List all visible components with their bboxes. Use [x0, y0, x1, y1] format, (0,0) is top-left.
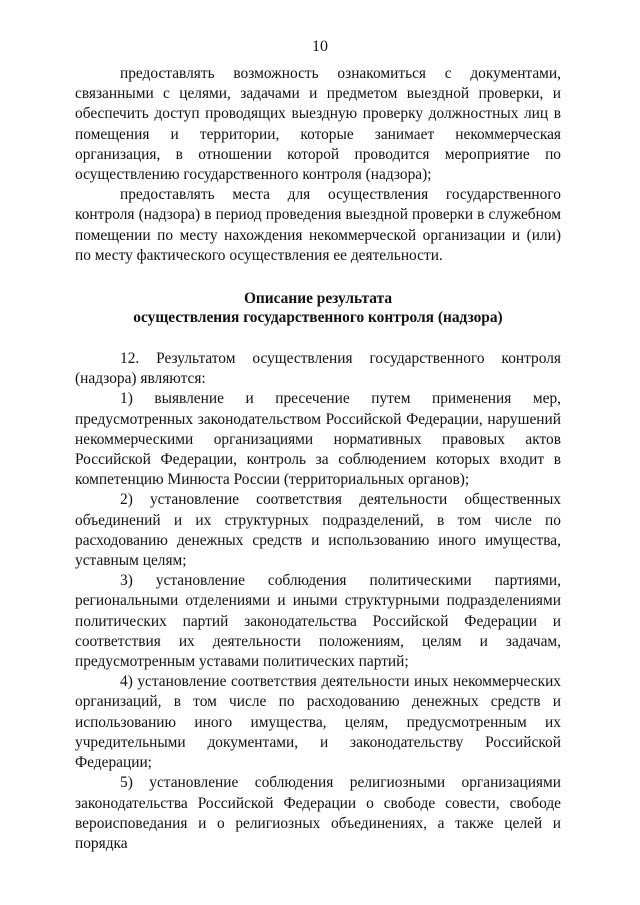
page-number: 10 — [312, 38, 328, 55]
paragraph-subitem-5: 5) установление соблюдения религиозными организациями законодательства Российской Федерации о свободе совести, свободе вероисповедания и о религиозных объединениях, а также целей и порядка — [75, 774, 561, 852]
paragraph-subitem-2: 2) установление соответствия деятельности общественных объединений и их структурных подразделений, в том числе по расходованию денежных средств и использованию иного имущества, уставным целям; — [75, 491, 561, 570]
paragraph-subitem-3: 3) установление соблюдения политическими партиями, региональными отделениями и иными структурными подразделениями политических партий законодательства Российской Федерации и соответствия их деятельности положениям, целям и задачам, предусмотренным уставами политических партий; — [75, 572, 561, 671]
section-heading-line-2: осуществления государственного контроля (надзора) — [133, 309, 503, 327]
section-heading — [75, 289, 561, 327]
paragraph-provide-access: предоставлять возможность ознакомиться с документами, связанными с целями, задачами и предметом выездной проверки, и обеспечить доступ проводящих выездную проверку должностных лиц в помещения и территории, которые занимает некоммерческая организация, в отношении которой проводится мероприятие по осуществлению государственного контроля (надзора); — [75, 65, 561, 184]
paragraph-subitem-1: 1) выявление и пресечение путем применения мер, предусмотренных законодательством Российской Федерации, нарушений некоммерческими организациями нормативных правовых актов Российской Федерации, контроль за соблюдением которых входит в компетенцию Минюста России (территориальных органов); — [75, 390, 561, 489]
section-heading-line-1: Описание результата — [243, 290, 393, 308]
paragraph-provide-premises: предоставлять места для осуществления государственного контроля (надзора) в период проведения выездной проверки в служебном помещении по месту нахождения некоммерческой организации и (или) по месту фактического осуществления ее деятельности. — [75, 186, 561, 264]
document-body — [75, 64, 561, 854]
paragraph-subitem-4: 4) установление соответствия деятельности иных некоммерческих организаций, в том числе по расходованию денежных средств и использованию иного имущества, целям, предусмотренным их учредительными документами, и законодательству Российской Федерации; — [75, 673, 561, 772]
paragraph-item-12: 12. Результатом осуществления государственного контроля (надзора) являются: — [75, 350, 561, 388]
